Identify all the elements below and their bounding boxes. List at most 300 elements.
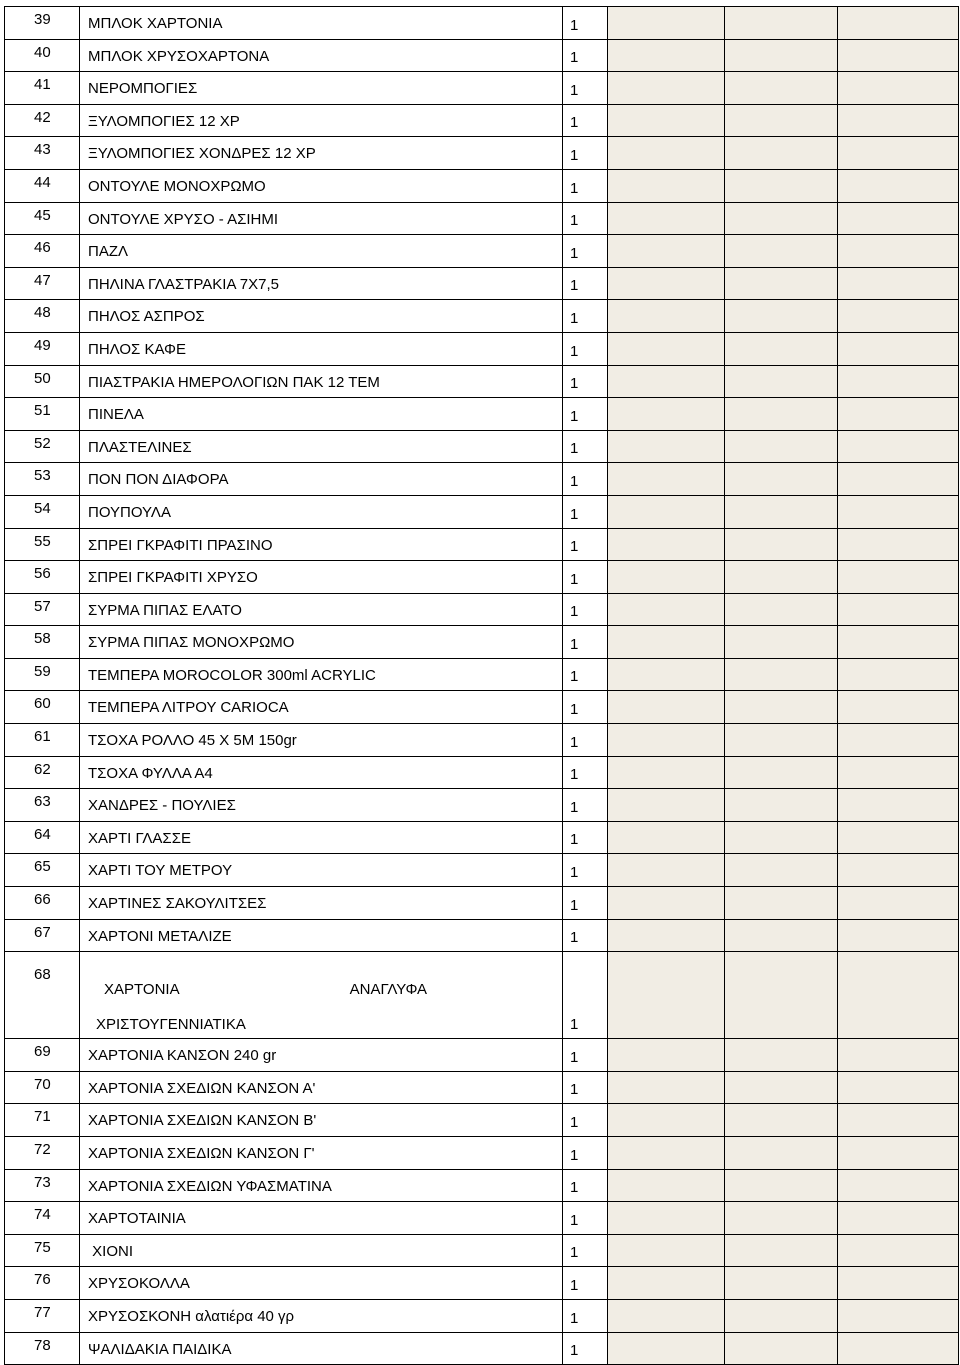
quantity-cell [563, 235, 608, 268]
item-name: ΠΟΝ ΠΟΝ ΔΙΑΦΟΡΑ [88, 471, 229, 489]
total-cell[interactable] [838, 1039, 959, 1072]
price-cell[interactable] [608, 1299, 725, 1332]
vat-cell[interactable] [725, 724, 838, 757]
row-number-cell [5, 691, 80, 724]
price-cell[interactable] [608, 1169, 725, 1202]
row-number-cell [5, 463, 80, 496]
vat-cell[interactable] [725, 332, 838, 365]
quantity: 1 [570, 505, 579, 523]
price-cell[interactable] [608, 300, 725, 333]
table-row [5, 332, 959, 365]
item-name-cell [80, 887, 563, 920]
vat-cell[interactable] [725, 104, 838, 137]
quantity-cell [563, 7, 608, 40]
row-number: 72 [34, 1141, 51, 1158]
vat-cell[interactable] [725, 72, 838, 105]
price-cell[interactable] [608, 267, 725, 300]
quantity: 1 [570, 864, 579, 882]
row-number: 50 [34, 369, 51, 387]
vat-cell[interactable] [725, 1202, 838, 1235]
row-number: 49 [34, 336, 51, 354]
table-row [5, 1299, 959, 1332]
vat-cell[interactable] [725, 1169, 838, 1202]
table-row [5, 919, 959, 952]
item-name: ΧΑΡΤΙΝΕΣ ΣΑΚΟΥΛΙΤΣΕΣ [88, 895, 267, 913]
quantity-cell [563, 1267, 608, 1300]
item-name-cell [80, 39, 563, 72]
table-row [5, 1267, 959, 1300]
item-name-cell [80, 854, 563, 887]
total-cell[interactable] [838, 952, 959, 1039]
quantity: 1 [570, 1016, 579, 1034]
item-name-cell [80, 267, 563, 300]
vat-cell[interactable] [725, 1299, 838, 1332]
price-cell[interactable] [608, 724, 725, 757]
total-cell[interactable] [838, 1332, 959, 1365]
row-number: 56 [34, 565, 51, 583]
item-name: ΠΟΥΠΟΥΛΑ [88, 503, 171, 521]
quantity: 1 [570, 1342, 579, 1360]
item-name: ΤΣΟΧΑ ΦΥΛΛΑ Α4 [88, 764, 213, 782]
row-number: 47 [34, 271, 51, 289]
vat-cell[interactable] [725, 821, 838, 854]
quantity-cell [563, 756, 608, 789]
price-cell[interactable] [608, 691, 725, 724]
price-cell[interactable] [608, 137, 725, 170]
quantity: 1 [570, 1309, 579, 1327]
quantity-cell [563, 1299, 608, 1332]
quantity-cell [563, 365, 608, 398]
row-number-cell [5, 626, 80, 659]
total-cell[interactable] [838, 300, 959, 333]
product-table [4, 6, 959, 1365]
table-row [5, 658, 959, 691]
item-name-cell [80, 169, 563, 202]
table-row [5, 137, 959, 170]
quantity: 1 [570, 1114, 579, 1131]
quantity: 1 [570, 309, 579, 327]
vat-cell[interactable] [725, 1104, 838, 1137]
quantity-cell [563, 39, 608, 72]
item-name: ΧΑΡΤΟΝΙΑ ΣΧΕΔΙΩΝ ΥΦΑΣΜΑΤΙΝΑ [88, 1177, 332, 1195]
row-number: 75 [34, 1238, 51, 1256]
quantity-cell [563, 658, 608, 691]
quantity: 1 [570, 1146, 579, 1164]
table-row [5, 1234, 959, 1267]
price-cell[interactable] [608, 821, 725, 854]
quantity-cell [563, 267, 608, 300]
vat-cell[interactable] [725, 658, 838, 691]
quantity-cell [563, 1169, 608, 1202]
quantity-cell [563, 1039, 608, 1072]
total-cell[interactable] [838, 463, 959, 496]
vat-cell[interactable] [725, 463, 838, 496]
row-number-cell [5, 658, 80, 691]
table-row [5, 593, 959, 626]
item-name: ΤΕΜΠΕΡΑ MOROCOLOR 300ml ACRYLIC [88, 666, 376, 684]
item-name-cell [80, 300, 563, 333]
total-cell[interactable] [838, 854, 959, 887]
price-cell[interactable] [608, 1234, 725, 1267]
quantity-cell [563, 1234, 608, 1267]
vat-cell[interactable] [725, 495, 838, 528]
vat-cell[interactable] [725, 1039, 838, 1072]
item-name-line1-end: ΑΝΑΓΛΥΦΑ [349, 981, 427, 999]
item-name: ΧΡΥΣΟΚΟΛΛΑ [88, 1275, 190, 1293]
item-name-cell [80, 495, 563, 528]
quantity-cell [563, 137, 608, 170]
table-row [5, 1071, 959, 1104]
price-cell[interactable] [608, 104, 725, 137]
price-cell[interactable] [608, 332, 725, 365]
quantity-cell [563, 593, 608, 626]
price-cell[interactable] [608, 463, 725, 496]
vat-cell[interactable] [725, 561, 838, 594]
row-number-cell [5, 1104, 80, 1137]
row-number-cell [5, 1169, 80, 1202]
total-cell[interactable] [838, 919, 959, 952]
row-number-cell [5, 952, 80, 1039]
item-name: ΠΗΛΟΣ ΚΑΦΕ [88, 340, 187, 358]
vat-cell[interactable] [725, 137, 838, 170]
row-number: 67 [34, 923, 51, 941]
item-name: ΧΡΥΣΟΣΚΟΝΗ αλατιέρα 40 γρ [88, 1307, 295, 1325]
quantity-cell [563, 1202, 608, 1235]
product-table-body [5, 7, 959, 1365]
total-cell[interactable] [838, 7, 959, 40]
item-name-cell [80, 952, 563, 1039]
price-cell[interactable] [608, 365, 725, 398]
item-name-cell [80, 1202, 563, 1235]
table-row [5, 789, 959, 822]
table-row [5, 1104, 959, 1137]
quantity: 1 [570, 896, 579, 914]
row-number: 64 [34, 825, 51, 843]
total-cell[interactable] [838, 1071, 959, 1104]
table-row [5, 952, 959, 1039]
vat-cell[interactable] [725, 789, 838, 822]
total-cell[interactable] [838, 658, 959, 691]
price-cell[interactable] [608, 398, 725, 431]
row-number-cell [5, 104, 80, 137]
price-cell[interactable] [608, 1071, 725, 1104]
table-row [5, 1137, 959, 1170]
total-cell[interactable] [838, 495, 959, 528]
item-name: ΧΙΟΝΙ [88, 1242, 134, 1260]
item-name: ΠΙΝΕΛΑ [88, 406, 144, 424]
row-number-cell [5, 724, 80, 757]
row-number: 46 [34, 239, 51, 257]
vat-cell[interactable] [725, 365, 838, 398]
item-name: ΠΑΖΛ [88, 243, 129, 261]
row-number: 62 [34, 760, 51, 778]
price-cell[interactable] [608, 561, 725, 594]
quantity-cell [563, 789, 608, 822]
vat-cell[interactable] [725, 300, 838, 333]
total-cell[interactable] [838, 626, 959, 659]
price-cell[interactable] [608, 1039, 725, 1072]
total-cell[interactable] [838, 332, 959, 365]
price-cell[interactable] [608, 887, 725, 920]
quantity: 1 [570, 146, 579, 164]
vat-cell[interactable] [725, 1234, 838, 1267]
quantity: 1 [570, 1211, 579, 1229]
item-name-cell [80, 398, 563, 431]
vat-cell[interactable] [725, 919, 838, 952]
total-cell[interactable] [838, 1267, 959, 1300]
price-cell[interactable] [608, 1104, 725, 1137]
vat-cell[interactable] [725, 1332, 838, 1365]
vat-cell[interactable] [725, 1137, 838, 1170]
vat-cell[interactable] [725, 202, 838, 235]
quantity-cell [563, 1332, 608, 1365]
total-cell[interactable] [838, 887, 959, 920]
total-cell[interactable] [838, 789, 959, 822]
total-cell[interactable] [838, 821, 959, 854]
vat-cell[interactable] [725, 528, 838, 561]
vat-cell[interactable] [725, 1267, 838, 1300]
table-row [5, 104, 959, 137]
row-number: 45 [34, 206, 51, 224]
item-name-line2: ΧΡΙΣΤΟΥΓΕΝΝΙΑΤΙΚΑ [96, 1016, 246, 1034]
item-name-cell [80, 724, 563, 757]
quantity-cell [563, 626, 608, 659]
row-number: 55 [34, 532, 51, 550]
total-cell[interactable] [838, 1104, 959, 1137]
item-name-cell [80, 626, 563, 659]
row-number-cell [5, 169, 80, 202]
item-name: ΧΑΡΤΟΝΙΑ ΚΑΝΣΟΝ 240 gr [88, 1047, 277, 1065]
vat-cell[interactable] [725, 430, 838, 463]
quantity-cell [563, 104, 608, 137]
total-cell[interactable] [838, 104, 959, 137]
row-number-cell [5, 854, 80, 887]
row-number-cell [5, 1267, 80, 1300]
row-number: 57 [34, 597, 51, 615]
item-name-cell [80, 332, 563, 365]
total-cell[interactable] [838, 724, 959, 757]
vat-cell[interactable] [725, 756, 838, 789]
item-name-cell [80, 137, 563, 170]
row-number-cell [5, 72, 80, 105]
quantity: 1 [570, 570, 579, 588]
item-name: ΨΑΛΙΔΑΚΙΑ ΠΑΙΔΙΚΑ [88, 1340, 232, 1358]
quantity: 1 [570, 407, 579, 425]
total-cell[interactable] [838, 267, 959, 300]
vat-cell[interactable] [725, 39, 838, 72]
price-cell[interactable] [608, 756, 725, 789]
row-number: 65 [34, 858, 51, 876]
price-cell[interactable] [608, 952, 725, 1039]
item-name: ΠΛΑΣΤΕΛΙΝΕΣ [88, 438, 192, 456]
item-name-cell [80, 593, 563, 626]
price-cell[interactable] [608, 1202, 725, 1235]
price-cell[interactable] [608, 1267, 725, 1300]
item-name: ΧΑΡΤΟΝΙΑ ΣΧΕΔΙΩΝ ΚΑΝΣΟΝ Β' [88, 1112, 317, 1130]
item-name-cell [80, 1071, 563, 1104]
row-number: 69 [34, 1043, 51, 1061]
vat-cell[interactable] [725, 267, 838, 300]
quantity: 1 [570, 1179, 579, 1197]
item-name-cell [80, 7, 563, 40]
total-cell[interactable] [838, 137, 959, 170]
quantity-cell [563, 1104, 608, 1137]
total-cell[interactable] [838, 1137, 959, 1170]
total-cell[interactable] [838, 235, 959, 268]
row-number-cell [5, 919, 80, 952]
total-cell[interactable] [838, 398, 959, 431]
quantity: 1 [570, 538, 579, 556]
item-name: ΣΠΡΕΙ ΓΚΡΑΦΙΤΙ ΧΡΥΣΟ [88, 569, 258, 587]
item-name-cell [80, 919, 563, 952]
item-name-cell [80, 1039, 563, 1072]
row-number: 42 [34, 108, 51, 126]
table-row [5, 1039, 959, 1072]
item-name: ΠΙΑΣΤΡΑΚΙΑ ΗΜΕΡΟΛΟΓΙΩΝ ΠΑΚ 12 ΤΕΜ [88, 373, 380, 391]
table-row [5, 691, 959, 724]
vat-cell[interactable] [725, 1071, 838, 1104]
row-number-cell [5, 1332, 80, 1365]
quantity-cell [563, 430, 608, 463]
quantity-cell [563, 691, 608, 724]
total-cell[interactable] [838, 528, 959, 561]
item-name: ΠΗΛΙΝΑ ΓΛΑΣΤΡΑΚΙΑ 7Χ7,5 [88, 275, 279, 293]
quantity-cell [563, 854, 608, 887]
item-name: ΧΑΡΤΙ ΤΟΥ ΜΕΤΡΟΥ [88, 862, 233, 880]
price-cell[interactable] [608, 528, 725, 561]
vat-cell[interactable] [725, 7, 838, 40]
price-cell[interactable] [608, 235, 725, 268]
quantity: 1 [570, 798, 579, 816]
price-cell[interactable] [608, 72, 725, 105]
table-row [5, 724, 959, 757]
price-cell[interactable] [608, 626, 725, 659]
total-cell[interactable] [838, 593, 959, 626]
table-row [5, 561, 959, 594]
row-number-cell [5, 887, 80, 920]
total-cell[interactable] [838, 1299, 959, 1332]
total-cell[interactable] [838, 691, 959, 724]
total-cell[interactable] [838, 1202, 959, 1235]
total-cell[interactable] [838, 365, 959, 398]
quantity-cell [563, 724, 608, 757]
vat-cell[interactable] [725, 887, 838, 920]
row-number: 51 [34, 402, 51, 420]
price-cell[interactable] [608, 854, 725, 887]
vat-cell[interactable] [725, 169, 838, 202]
vat-cell[interactable] [725, 691, 838, 724]
quantity: 1 [570, 1048, 579, 1066]
item-name: ΧΑΡΤΙ ΓΛΑΣΣΕ [88, 829, 191, 847]
total-cell[interactable] [838, 1234, 959, 1267]
table-row [5, 169, 959, 202]
row-number: 78 [34, 1336, 51, 1354]
table-row [5, 1169, 959, 1202]
quantity: 1 [570, 114, 579, 132]
price-cell[interactable] [608, 7, 725, 40]
item-name: ΣΠΡΕΙ ΓΚΡΑΦΙΤΙ ΠΡΑΣΙΝΟ [88, 536, 273, 554]
item-name-cell [80, 756, 563, 789]
price-cell[interactable] [608, 593, 725, 626]
quantity: 1 [570, 375, 579, 393]
vat-cell[interactable] [725, 626, 838, 659]
row-number-cell [5, 593, 80, 626]
item-name: ΞΥΛΟΜΠΟΓΙΕΣ 12 ΧΡ [88, 112, 240, 130]
row-number: 63 [34, 793, 51, 811]
row-number-cell [5, 398, 80, 431]
item-name: ΜΠΛΟΚ ΧΑΡΤΟΝΙΑ [88, 15, 223, 32]
row-number: 70 [34, 1075, 51, 1093]
vat-cell[interactable] [725, 398, 838, 431]
row-number-cell [5, 430, 80, 463]
table-row [5, 1202, 959, 1235]
total-cell[interactable] [838, 169, 959, 202]
row-number: 74 [34, 1206, 51, 1224]
total-cell[interactable] [838, 430, 959, 463]
item-name [80, 952, 562, 1038]
quantity-cell [563, 169, 608, 202]
price-cell[interactable] [608, 658, 725, 691]
price-cell[interactable] [608, 1332, 725, 1365]
table-row [5, 202, 959, 235]
price-cell[interactable] [608, 430, 725, 463]
quantity-cell [563, 561, 608, 594]
price-cell[interactable] [608, 919, 725, 952]
table-row [5, 365, 959, 398]
quantity: 1 [570, 81, 579, 99]
row-number: 52 [34, 434, 51, 452]
vat-cell[interactable] [725, 235, 838, 268]
price-cell[interactable] [608, 495, 725, 528]
item-name: ΝΕΡΟΜΠΟΓΙΕΣ [88, 80, 198, 98]
price-cell[interactable] [608, 169, 725, 202]
item-name-cell [80, 104, 563, 137]
vat-cell[interactable] [725, 593, 838, 626]
table-row [5, 235, 959, 268]
vat-cell[interactable] [725, 952, 838, 1039]
table-row [5, 821, 959, 854]
price-cell[interactable] [608, 789, 725, 822]
total-cell[interactable] [838, 561, 959, 594]
item-name: ΟΝΤΟΥΛΕ ΧΡΥΣΟ - ΑΣΙΗΜΙ [88, 210, 279, 228]
row-number: 59 [34, 662, 51, 680]
quantity-cell [563, 202, 608, 235]
vat-cell[interactable] [725, 854, 838, 887]
row-number: 58 [34, 630, 51, 648]
price-cell[interactable] [608, 39, 725, 72]
row-number-cell [5, 7, 80, 40]
quantity-cell [563, 1137, 608, 1170]
item-name: ΧΑΡΤΟΝΙ ΜΕΤΑΛΙΖΕ [88, 927, 232, 945]
row-number: 77 [34, 1303, 51, 1321]
total-cell[interactable] [838, 1169, 959, 1202]
quantity-cell [563, 919, 608, 952]
total-cell[interactable] [838, 72, 959, 105]
price-cell[interactable] [608, 202, 725, 235]
quantity-cell [563, 463, 608, 496]
total-cell[interactable] [838, 756, 959, 789]
total-cell[interactable] [838, 39, 959, 72]
price-cell[interactable] [608, 1137, 725, 1170]
row-number: 54 [34, 499, 51, 517]
quantity: 1 [570, 1276, 579, 1294]
total-cell[interactable] [838, 202, 959, 235]
table-row [5, 756, 959, 789]
row-number: 60 [34, 695, 51, 713]
item-name-cell [80, 561, 563, 594]
row-number-cell [5, 1202, 80, 1235]
item-name: ΤΣΟΧΑ ΡΟΛΛΟ 45 Χ 5Μ 150gr [88, 732, 297, 750]
